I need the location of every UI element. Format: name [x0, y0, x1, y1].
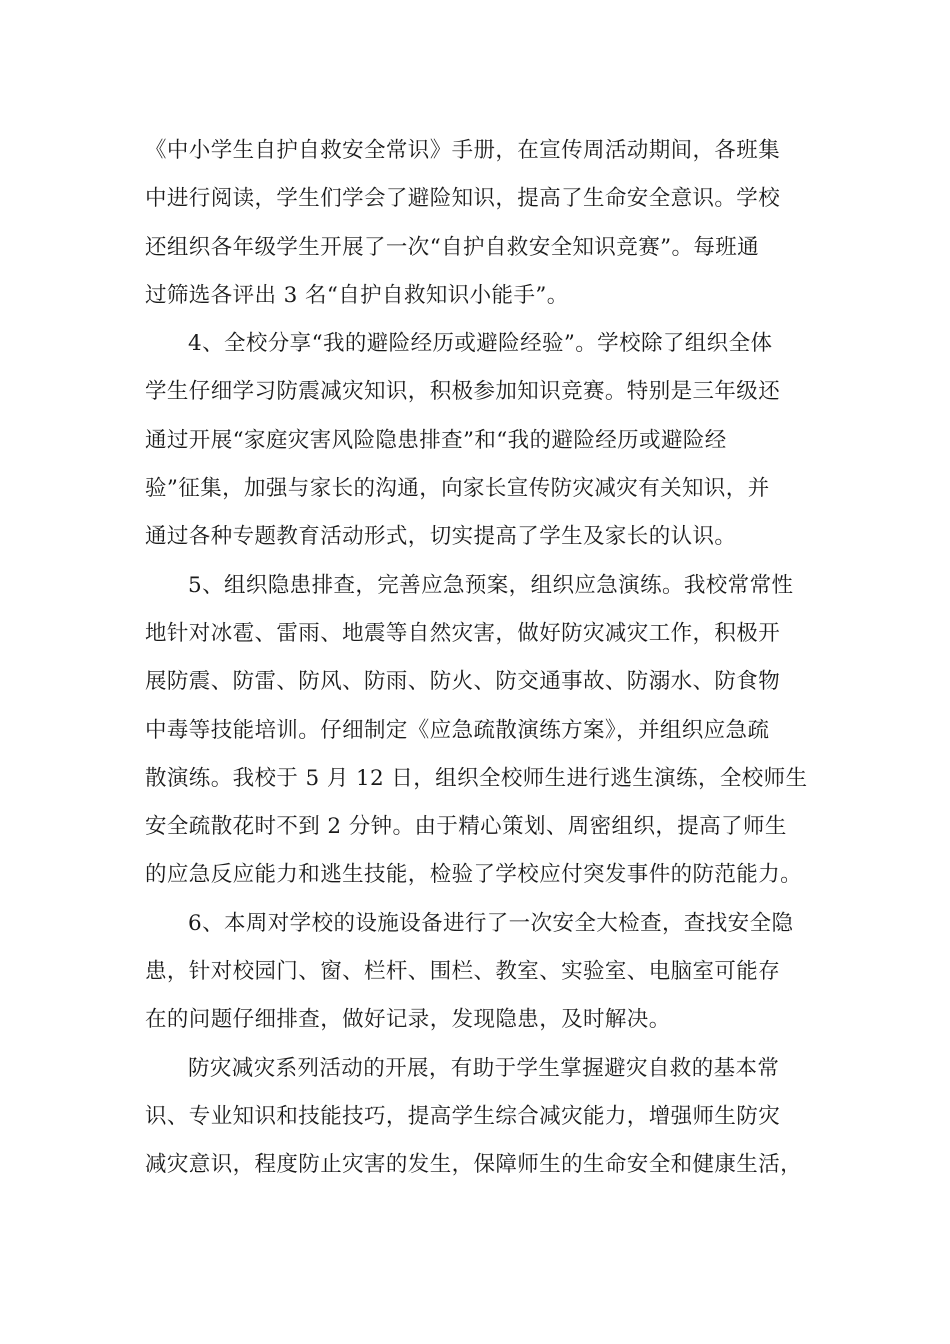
paragraph-item-5 [145, 562, 815, 900]
text-line: 的应急反应能力和逃生技能，检验了学校应付突发事件的防范能力。 [145, 862, 803, 888]
text-line: 地针对冰雹、雷雨、地震等自然灾害，做好防灾减灾工作，积极开 [145, 620, 781, 646]
text-line: 《中小学生自护自救安全常识》手册，在宣传周活动期间，各班集 [145, 138, 781, 163]
text-line: 识、专业知识和技能技巧，提高学生综合减灾能力，增强师生防灾 [145, 1103, 781, 1129]
text-line: 学生仔细学习防震减灾知识，积极参加知识竞赛。特别是三年级还 [145, 379, 781, 405]
text-line: 验”征集，加强与家长的沟通，向家长宣传防灾减灾有关知识，并 [145, 476, 770, 502]
text-line: 散演练。我校于 5 月 12 日，组织全校师生进行逃生演练，全校师生 [145, 765, 808, 791]
text-line: 减灾意识，程度防止灾害的发生，保障师生的生命安全和健康生活， [145, 1152, 803, 1178]
text-line: 中毒等技能培训。仔细制定《应急疏散演练方案》，并组织应急疏 [145, 717, 770, 743]
text-line: 5、组织隐患排查，完善应急预案，组织应急演练。我校常常性 [188, 572, 794, 598]
text-line: 还组织各年级学生开展了一次“自护自救安全知识竞赛”。每班通 [145, 234, 760, 260]
text-line: 安全疏散花时不到 2 分钟。由于精心策划、周密组织，提高了师生 [145, 814, 787, 840]
text-line: 防灾减灾系列活动的开展，有助于学生掌握避灾自救的基本常 [188, 1055, 780, 1081]
text-line: 患，针对校园门、窗、栏杆、围栏、教室、实验室、电脑室可能存 [145, 959, 781, 985]
paragraph-item-4 [145, 320, 815, 561]
document-body [145, 127, 815, 1190]
paragraph-conclusion [145, 1045, 815, 1190]
text-line: 4、全校分享“我的避险经历或避险经验”。学校除了组织全体 [188, 331, 773, 357]
text-line: 6、本周对学校的设施设备进行了一次安全大检查，查找安全隐 [188, 910, 794, 936]
text-line: 在的问题仔细排查，做好记录，发现隐患，及时解决。 [145, 1007, 671, 1033]
text-line: 通过各种专题教育活动形式，切实提高了学生及家长的认识。 [145, 524, 737, 550]
text-line: 通过开展“家庭灾害风险隐患排查”和“我的避险经历或避险经 [145, 427, 727, 453]
paragraph-item-6 [145, 900, 815, 1045]
text-line: 展防震、防雷、防风、防雨、防火、防交通事故、防溺水、防食物 [145, 669, 781, 695]
paragraph-continuation [145, 127, 815, 320]
text-line: 过筛选各评出 3 名“自护自救知识小能手”。 [145, 282, 569, 308]
text-line: 中进行阅读，学生们学会了避险知识，提高了生命安全意识。学校 [145, 186, 781, 212]
